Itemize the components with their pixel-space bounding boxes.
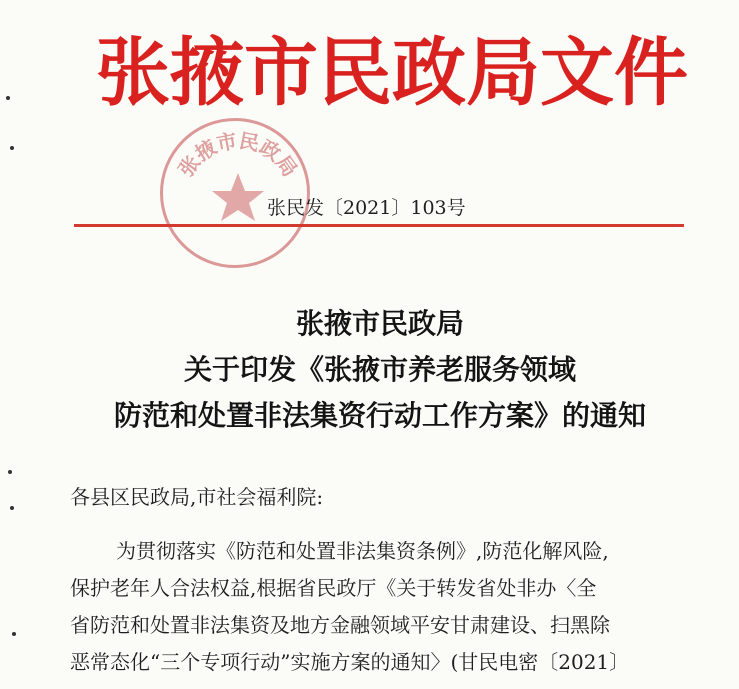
binding-hole-mark	[10, 146, 14, 150]
body-line: 保护老年人合法权益,根据省民政厅《关于转发省处非办〈全	[70, 576, 597, 600]
body-line: 省防范和处置非法集资及地方金融领域平安甘肃建设、扫黑除	[70, 613, 610, 637]
body-line: 为贯彻落实《防范和处置非法集资条例》,防范化解风险,	[116, 539, 609, 563]
binding-hole-mark	[12, 632, 16, 636]
official-seal	[160, 118, 310, 268]
header-divider	[74, 224, 684, 227]
seal-text: 张掖市民政局	[173, 128, 303, 181]
subject-line-1: 张掖市民政局	[295, 307, 464, 340]
binding-hole-mark	[6, 96, 10, 100]
body-line: 恶常态化“三个专项行动”实施方案的通知〉(甘民电密〔2021〕	[70, 650, 630, 674]
binding-hole-mark	[10, 506, 14, 510]
binding-hole-mark	[8, 470, 12, 474]
document-header-title: 张掖市民政局文件	[96, 30, 688, 116]
star-icon	[212, 173, 264, 221]
recipients-line: 各县区民政局,市社会福利院:	[70, 485, 324, 509]
document-number: 张民发〔2021〕103号	[267, 197, 466, 219]
subject-line-3: 防范和处置非法集资行动工作方案》的通知	[113, 399, 646, 432]
subject-line-2: 关于印发《张掖市养老服务领域	[183, 353, 576, 386]
